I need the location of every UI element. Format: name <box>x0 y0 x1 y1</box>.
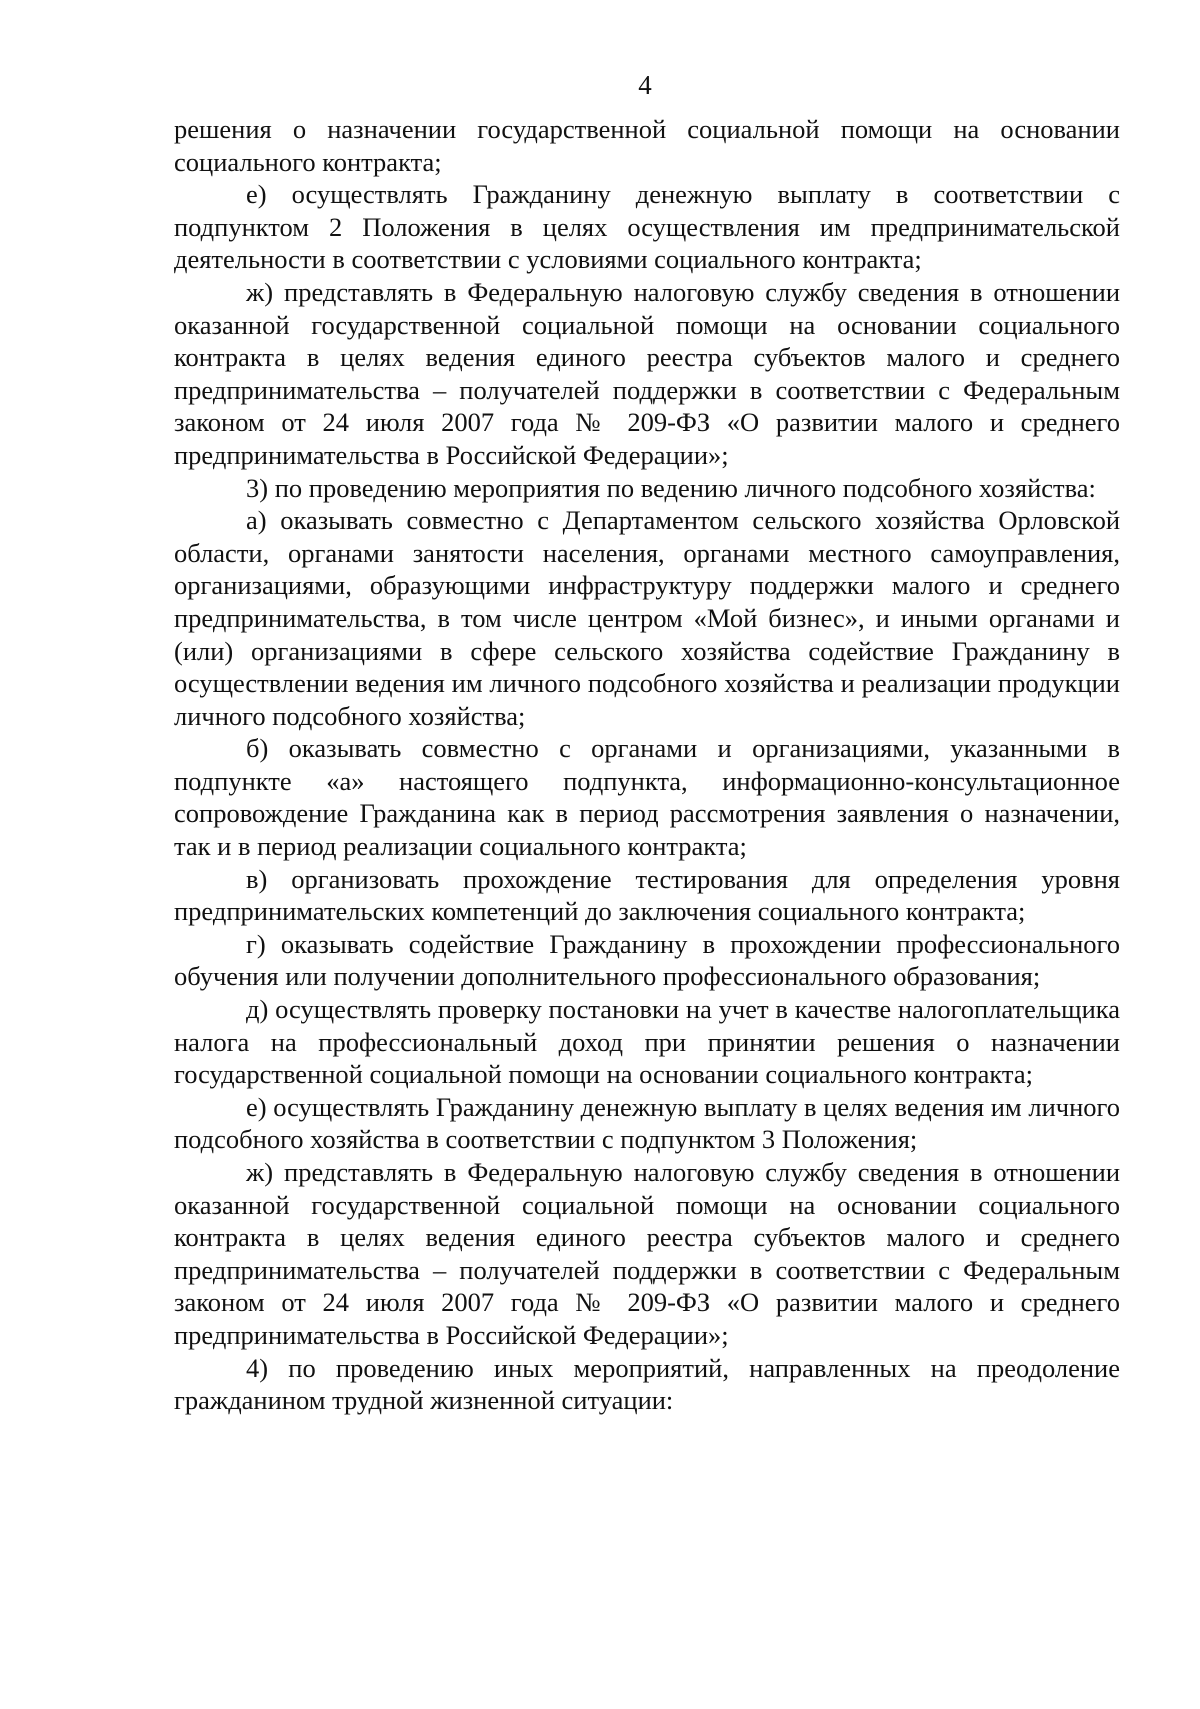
paragraph-item-e-2: е) осуществлять Гражданину денежную выплату в целях ведения им личного подсобного хозяйства в соответствии с подпунктом 3 Положения; <box>174 1091 1120 1155</box>
document-body <box>174 113 1120 1417</box>
paragraph-section-3: 3) по проведению мероприятия по ведению личного подсобного хозяйства: <box>246 472 1096 503</box>
paragraph-item-zh: ж) представлять в Федеральную налоговую службу сведения в отношении оказанной государственной социальной помощи на основании социального контракта в целях ведения единого реестра субъектов малого и среднего предпринимательства – получателей поддержки в соответствии с Федеральным законом от 24 июля 2007 года № 209-ФЗ «О развитии малого и среднего предпринимательства в Российской Федерации»; <box>174 276 1120 470</box>
paragraph-item-b: б) оказывать совместно с органами и организациями, указанными в подпункте «а» настоящего подпункта, информационно-консультационное сопровождение Гражданина как в период рассмотрения заявления о назначении, так и в период реализации социального контракта; <box>174 733 1120 862</box>
paragraph-item-zh-2: ж) представлять в Федеральную налоговую службу сведения в отношении оказанной государственной социальной помощи на основании социального контракта в целях ведения единого реестра субъектов малого и среднего предпринимательства – получателей поддержки в соответствии с Федеральным законом от 24 июля 2007 года № 209-ФЗ «О развитии малого и среднего предпринимательства в Российской Федерации»; <box>174 1157 1120 1350</box>
page-number: 4 <box>638 70 652 100</box>
paragraph-section-4: 4) по проведению иных мероприятий, направленных на преодоление гражданином трудной жизненной ситуации: <box>174 1352 1120 1416</box>
paragraph-item-d: д) осуществлять проверку постановки на учет в качестве налогоплательщика налога на профессиональный доход при принятии решения о назначении государственной социальной помощи на основании социального контракта; <box>174 994 1120 1090</box>
paragraph-item-g: г) оказывать содействие Гражданину в прохождении профессионального обучения или получении дополнительного профессионального образования; <box>174 928 1120 992</box>
paragraph-continuation: решения о назначении государственной социальной помощи на основании социального контракта; <box>174 114 1120 177</box>
paragraph-item-e: е) осуществлять Гражданину денежную выплату в соответствии с подпунктом 2 Положения в целях осуществления им предпринимательской деятельности в соответствии с условиями социального контракта; <box>174 179 1120 275</box>
paragraph-item-v: в) организовать прохождение тестирования для определения уровня предпринимательских компетенций до заключения социального контракта; <box>174 863 1120 927</box>
paragraph-item-a: а) оказывать совместно с Департаментом сельского хозяйства Орловской области, органами занятости населения, органами местного самоуправления, организациями, образующими инфраструктуру поддержки малого и среднего предпринимательства, в том числе центром «Мой бизнес», и иными органами и (или) организациями в сфере сельского хозяйства содействие Гражданину в осуществлении ведения им личного подсобного хозяйства и реализации продукции личного подсобного хозяйства; <box>174 505 1120 731</box>
